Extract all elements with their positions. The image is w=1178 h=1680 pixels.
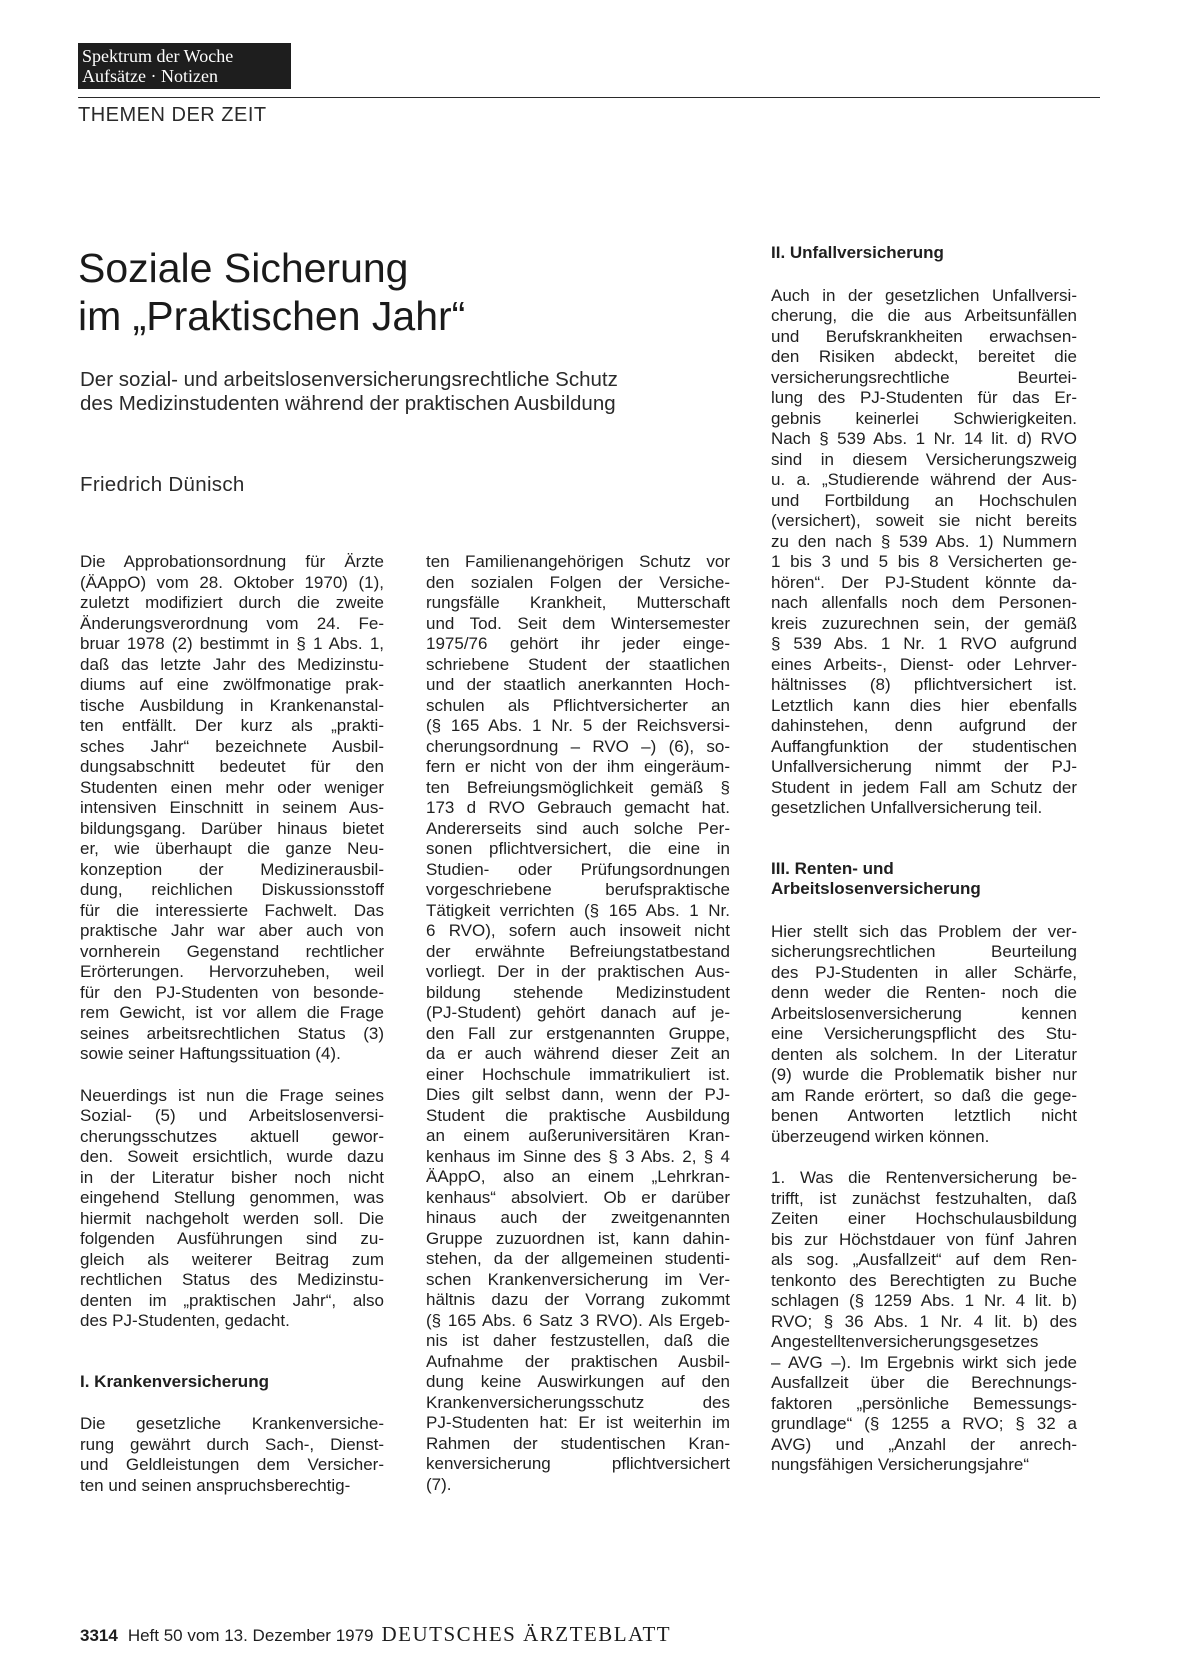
text-line: Erörterungen. Hervorzuheben, weil <box>80 962 384 981</box>
text-line: nis ist daher festzustellen, daß die <box>426 1331 730 1350</box>
text-line: ten und seinen anspruchsberechtig- <box>80 1475 351 1495</box>
text-line: einer Hochschule immatrikuliert ist. <box>426 1064 730 1084</box>
text-column-1 <box>80 552 384 1496</box>
text-line: Andererseits sind auch solche Per- <box>426 818 730 838</box>
text-line: für den PJ-Studenten von besonde- <box>80 982 384 1002</box>
section-heading <box>771 859 1077 900</box>
text-line: als sog. „Ausfallzeit“ auf dem Ren- <box>771 1250 1077 1269</box>
text-line: Dies gilt selbst dann, wenn der PJ- <box>426 1085 730 1104</box>
heading-line: Arbeitslosenversicherung <box>771 879 981 898</box>
text-line: grundlage“ (§ 1255 a RVO; § 32 a <box>771 1414 1077 1433</box>
text-line: Rahmen der studentischen Kran- <box>426 1433 730 1453</box>
text-line: gesetzlichen Unfallversicherung teil. <box>771 798 1043 817</box>
text-line: nach allenfalls noch dem Personen- <box>771 593 1077 612</box>
text-line: konzeption der Medizinerausbil- <box>80 859 384 879</box>
text-line: Studenten einen mehr oder weniger <box>80 777 384 797</box>
text-line: 1. Was die Rentenversicherung be- <box>771 1168 1077 1187</box>
text-line: und Berufskrankheiten erwachsen- <box>771 326 1077 346</box>
text-line: schulen als Pflichtversicherter an <box>426 695 730 715</box>
text-line: eines Arbeits-, Dienst- oder Lehrver- <box>771 654 1077 674</box>
journal-name: DEUTSCHES ÄRZTEBLATT <box>381 1622 672 1646</box>
text-line: Die Approbationsordnung für Ärzte <box>80 552 384 571</box>
section-heading <box>80 1372 384 1393</box>
text-line: cherungsordnung – RVO –) (6), so- <box>426 736 730 756</box>
text-line: ten Befreiungsmöglichkeit gemäß § <box>426 777 730 797</box>
text-line: da er auch während dieser Zeit an <box>426 1044 730 1063</box>
text-line: 173 d RVO Gebrauch gemacht hat. <box>426 798 730 817</box>
text-line: und Geldleistungen dem Versicher- <box>80 1455 384 1474</box>
heading-line: I. Krankenversicherung <box>80 1371 269 1391</box>
text-line: intensiven Einschnitt in seinem Aus- <box>80 798 384 817</box>
text-line: bruar 1978 (2) bestimmt in § 1 Abs. 1, <box>80 634 384 653</box>
text-line: denn weder die Renten- noch die <box>771 983 1077 1002</box>
text-line: Studien- oder Prüfungsordnungen <box>426 859 730 879</box>
text-line: Zeiten einer Hochschulausbildung <box>771 1209 1077 1228</box>
text-line: 6 RVO), sofern auch insoweit nicht <box>426 921 730 940</box>
text-line: sowie seiner Haftungssituation (4). <box>80 1044 341 1063</box>
text-line: u. a. „Studierende während der Aus- <box>771 470 1077 489</box>
text-line: folgenden Ausführungen sind zu- <box>80 1229 384 1248</box>
text-line: sches Jahr“ bezeichnete Ausbil- <box>80 736 384 756</box>
text-line: Student in jedem Fall am Schutz der <box>771 777 1077 797</box>
text-line: 1 bis 3 und 5 bis 8 Versicherten ge- <box>771 552 1077 571</box>
text-line: den. Soweit ersichtlich, wurde dazu <box>80 1147 384 1166</box>
text-line: sind in diesem Versicherungszweig <box>771 449 1077 469</box>
text-line: Student die praktische Ausbildung <box>426 1105 730 1125</box>
text-line: Aufnahme der praktischen Ausbil- <box>426 1351 730 1371</box>
text-line: in der Literatur bisher noch nicht <box>80 1167 384 1187</box>
section-title: THEMEN DER ZEIT <box>78 104 267 126</box>
text-line: (§ 165 Abs. 6 Satz 3 RVO). Als Ergeb- <box>426 1310 730 1330</box>
text-line: gleich als weiterer Beitrag zum <box>80 1249 384 1269</box>
text-line: rungsfälle Krankheit, Mutterschaft <box>426 593 730 612</box>
text-line: Sozial- (5) und Arbeitslosenversi- <box>80 1106 384 1125</box>
text-line: faktoren „persönliche Bemessungs- <box>771 1393 1077 1413</box>
text-line: kreis zuzurechnen sein, der gemäß <box>771 613 1077 633</box>
text-line: an einem außeruniversitären Kran- <box>426 1126 730 1145</box>
text-line: versicherungsrechtliche Beurtei- <box>771 367 1077 387</box>
paragraph <box>771 922 1077 1148</box>
text-line: Unfallversicherung nimmt der PJ- <box>771 757 1077 776</box>
text-line: vorliegt. Der in der praktischen Aus- <box>426 962 730 981</box>
text-line: und Fortbildung an Hochschulen <box>771 490 1077 510</box>
text-line: den Risiken abdeckt, bereitet die <box>771 347 1077 366</box>
text-line: Ausfallzeit über die Berechnungs- <box>771 1373 1077 1392</box>
text-line: und der staatlich anerkannten Hoch- <box>426 675 730 694</box>
text-line: PJ-Studenten hat: Er ist weiterhin im <box>426 1413 730 1432</box>
text-line: vornherein Gegenstand rechtlicher <box>80 941 384 961</box>
text-line: tenkonto des Berechtigten zu Buche <box>771 1270 1077 1290</box>
heading-line: II. Unfallversicherung <box>771 243 944 262</box>
text-line: den Fall zur erstgenannten Gruppe, <box>426 1023 730 1043</box>
text-line: (§ 165 Abs. 1 Nr. 5 der Reichsversi- <box>426 716 730 735</box>
paragraph <box>80 1414 384 1496</box>
text-line: (7). <box>426 1474 452 1494</box>
text-line: am Rande erörtert, so daß die gege- <box>771 1085 1077 1105</box>
text-line: (PJ-Student) gehört danach auf je- <box>426 1003 730 1022</box>
text-line: ten entfällt. Der kurz als „prakti- <box>80 716 384 735</box>
text-line: hältnisses (8) pflichtversichert ist. <box>771 675 1077 694</box>
text-line: Die gesetzliche Krankenversiche- <box>80 1414 384 1433</box>
text-line: dahinstehen, denn aufgrund der <box>771 716 1077 735</box>
text-line: Angestelltenversicherungsgesetzes <box>771 1332 1039 1351</box>
article-title <box>78 244 698 340</box>
text-line: Auffangfunktion der studentischen <box>771 736 1077 756</box>
paragraph <box>771 1168 1077 1476</box>
paragraph <box>426 552 730 1495</box>
article-subtitle <box>80 368 710 416</box>
badge-line: Spektrum der Woche <box>82 46 234 66</box>
header-rule <box>78 97 1100 98</box>
text-line: trifft, ist zunächst festzuhalten, daß <box>771 1188 1077 1208</box>
text-line: schlagen (§ 1259 Abs. 1 Nr. 4 lit. b) <box>771 1291 1077 1310</box>
text-line: tische Ausbildung in Krankenanstal- <box>80 695 384 715</box>
text-line: rung gewährt durch Sach-, Dienst- <box>80 1434 384 1454</box>
text-line: rem Gewicht, ist vor allem die Frage <box>80 1003 384 1022</box>
text-line: (ÄAppO) vom 28. Oktober 1970) (1), <box>80 572 384 592</box>
text-line: daß das letzte Jahr des Medizinstu- <box>80 654 384 674</box>
text-line: Änderungsverordnung vom 24. Fe- <box>80 613 384 633</box>
text-line: nungsfähigen Versicherungsjahre“ <box>771 1455 1030 1474</box>
paragraph <box>771 286 1077 819</box>
text-line: und Tod. Seit dem Wintersemester <box>426 613 730 633</box>
text-line: gebnis keinerlei Schwierigkeiten. <box>771 408 1077 428</box>
text-line: 1975/76 gehört ihr jeder einge- <box>426 634 730 653</box>
author: Friedrich Dünisch <box>80 473 245 496</box>
text-line: des PJ-Studenten in aller Schärfe, <box>771 962 1077 982</box>
text-line: vorgeschriebene berufspraktische <box>426 880 730 899</box>
text-line: hiermit nachgeholt werden soll. Die <box>80 1208 384 1228</box>
text-line: zuletzt modifiziert durch die zweite <box>80 593 384 612</box>
title-line: im „Praktischen Jahr“ <box>78 293 466 339</box>
text-line: Neuerdings ist nun die Frage seines <box>80 1085 384 1105</box>
section-heading <box>771 243 1077 264</box>
text-line: Nach § 539 Abs. 1 Nr. 14 lit. d) RVO <box>771 429 1077 448</box>
text-line: dung keine Auswirkungen auf den <box>426 1372 730 1391</box>
text-line: praktische Jahr war aber auch von <box>80 921 384 940</box>
text-line: kenhaus im Sinne des § 3 Abs. 2, § 4 <box>426 1146 730 1166</box>
text-line: bildung stehende Medizinstudent <box>426 982 730 1002</box>
text-line: Auch in der gesetzlichen Unfallversi- <box>771 285 1077 305</box>
text-line: denten im „praktischen Jahr“, also <box>80 1290 384 1310</box>
text-line: fern er nicht von der ihm eingeräum- <box>426 757 730 776</box>
text-column-3 <box>771 243 1077 1476</box>
text-line: seines arbeitsrechtlichen Status (3) <box>80 1023 384 1043</box>
page-number: 3314 <box>80 1626 118 1645</box>
text-line: hören“. Der PJ-Student könnte da- <box>771 572 1077 592</box>
text-line: hältnis dazu der Vorrang zukommt <box>426 1290 730 1309</box>
text-line: (9) wurde die Problematik bisher nur <box>771 1065 1077 1084</box>
text-line: stehen, da der allgemeinen studenti- <box>426 1249 730 1268</box>
title-line: Soziale Sicherung <box>78 245 409 291</box>
text-line: cherung, die die aus Arbeitsunfällen <box>771 306 1077 325</box>
heading-line: III. Renten- und <box>771 858 894 878</box>
text-line: den sozialen Folgen der Versiche- <box>426 572 730 592</box>
text-line: – AVG –). Im Ergebnis wirkt sich jede <box>771 1352 1077 1372</box>
subtitle-line: des Medizinstudenten während der praktischen Ausbildung <box>80 392 616 415</box>
text-line: hinaus auch der zweitgenannten <box>426 1208 730 1227</box>
paragraph <box>80 1086 384 1332</box>
text-line: cherungsschutzes aktuell gewor- <box>80 1126 384 1146</box>
text-line: kenhaus“ absolviert. Ob er darüber <box>426 1187 730 1207</box>
text-line: Gruppe zuzuordnen ist, kann dahin- <box>426 1228 730 1248</box>
text-line: benen Antworten letztlich nicht <box>771 1106 1077 1125</box>
text-line: RVO; § 36 Abs. 1 Nr. 4 lit. b) des <box>771 1311 1077 1331</box>
text-column-2 <box>426 552 730 1495</box>
text-line: lung des PJ-Studenten für das Er- <box>771 388 1077 407</box>
text-line: dung, reichlichen Diskussionsstoff <box>80 880 384 899</box>
text-line: ten Familienangehörigen Schutz vor <box>426 552 730 571</box>
text-line: Letztlich kann dies hier ebenfalls <box>771 695 1077 715</box>
text-line: dungsabschnitt bedeutet für den <box>80 757 384 776</box>
text-line: kenversicherung pflichtversichert <box>426 1454 730 1473</box>
text-line: der erwähnte Befreiungstatbestand <box>426 941 730 961</box>
text-line: denten als solchem. In der Literatur <box>771 1044 1077 1064</box>
text-line: rechtlichen Status des Medizinstu- <box>80 1270 384 1289</box>
text-line: des PJ-Studenten, gedacht. <box>80 1311 290 1330</box>
text-line: Hier stellt sich das Problem der ver- <box>771 921 1077 941</box>
text-line: bildungsgang. Darüber hinaus bietet <box>80 818 384 838</box>
section-badge <box>78 43 291 89</box>
paragraph <box>80 552 384 1065</box>
text-line: AVG) und „Anzahl der anrech- <box>771 1434 1077 1454</box>
text-line: Tätigkeit verrichten (§ 165 Abs. 1 Nr. <box>426 900 730 920</box>
text-line: überzeugend wirken können. <box>771 1126 990 1146</box>
issue-info: Heft 50 vom 13. Dezember 1979 <box>127 1626 374 1645</box>
text-line: Krankenversicherungsschutz des <box>426 1392 730 1412</box>
text-line: schen Krankenversicherung im Ver- <box>426 1269 730 1289</box>
text-line: zu den nach § 539 Abs. 1) Nummern <box>771 531 1077 551</box>
text-line: diums auf eine zwölfmonatige prak- <box>80 675 384 694</box>
subtitle-line: Der sozial- und arbeitslosenversicherungsrechtliche Schutz <box>80 368 618 391</box>
page-footer <box>80 1622 671 1647</box>
text-line: schriebene Student der staatlichen <box>426 654 730 674</box>
text-line: sicherungsrechtlichen Beurteilung <box>771 942 1077 961</box>
text-line: Arbeitslosenversicherung kennen <box>771 1003 1077 1023</box>
text-line: eingehend Stellung genommen, was <box>80 1188 384 1207</box>
text-line: § 539 Abs. 1 Nr. 1 RVO aufgrund <box>771 634 1077 653</box>
text-line: ÄAppO, also an einem „Lehrkran- <box>426 1167 730 1186</box>
text-line: für die interessierte Fachwelt. Das <box>80 900 384 920</box>
text-line: bis zur Höchstdauer von fünf Jahren <box>771 1229 1077 1249</box>
text-line: eine Versicherungspflicht des Stu- <box>771 1024 1077 1043</box>
text-line: sonen pflichtversichert, die eine in <box>426 839 730 858</box>
badge-line: Aufsätze · Notizen <box>82 66 218 86</box>
text-line: er, wie überhaupt die ganze Neu- <box>80 839 384 858</box>
text-line: (versichert), soweit sie nicht bereits <box>771 511 1077 530</box>
